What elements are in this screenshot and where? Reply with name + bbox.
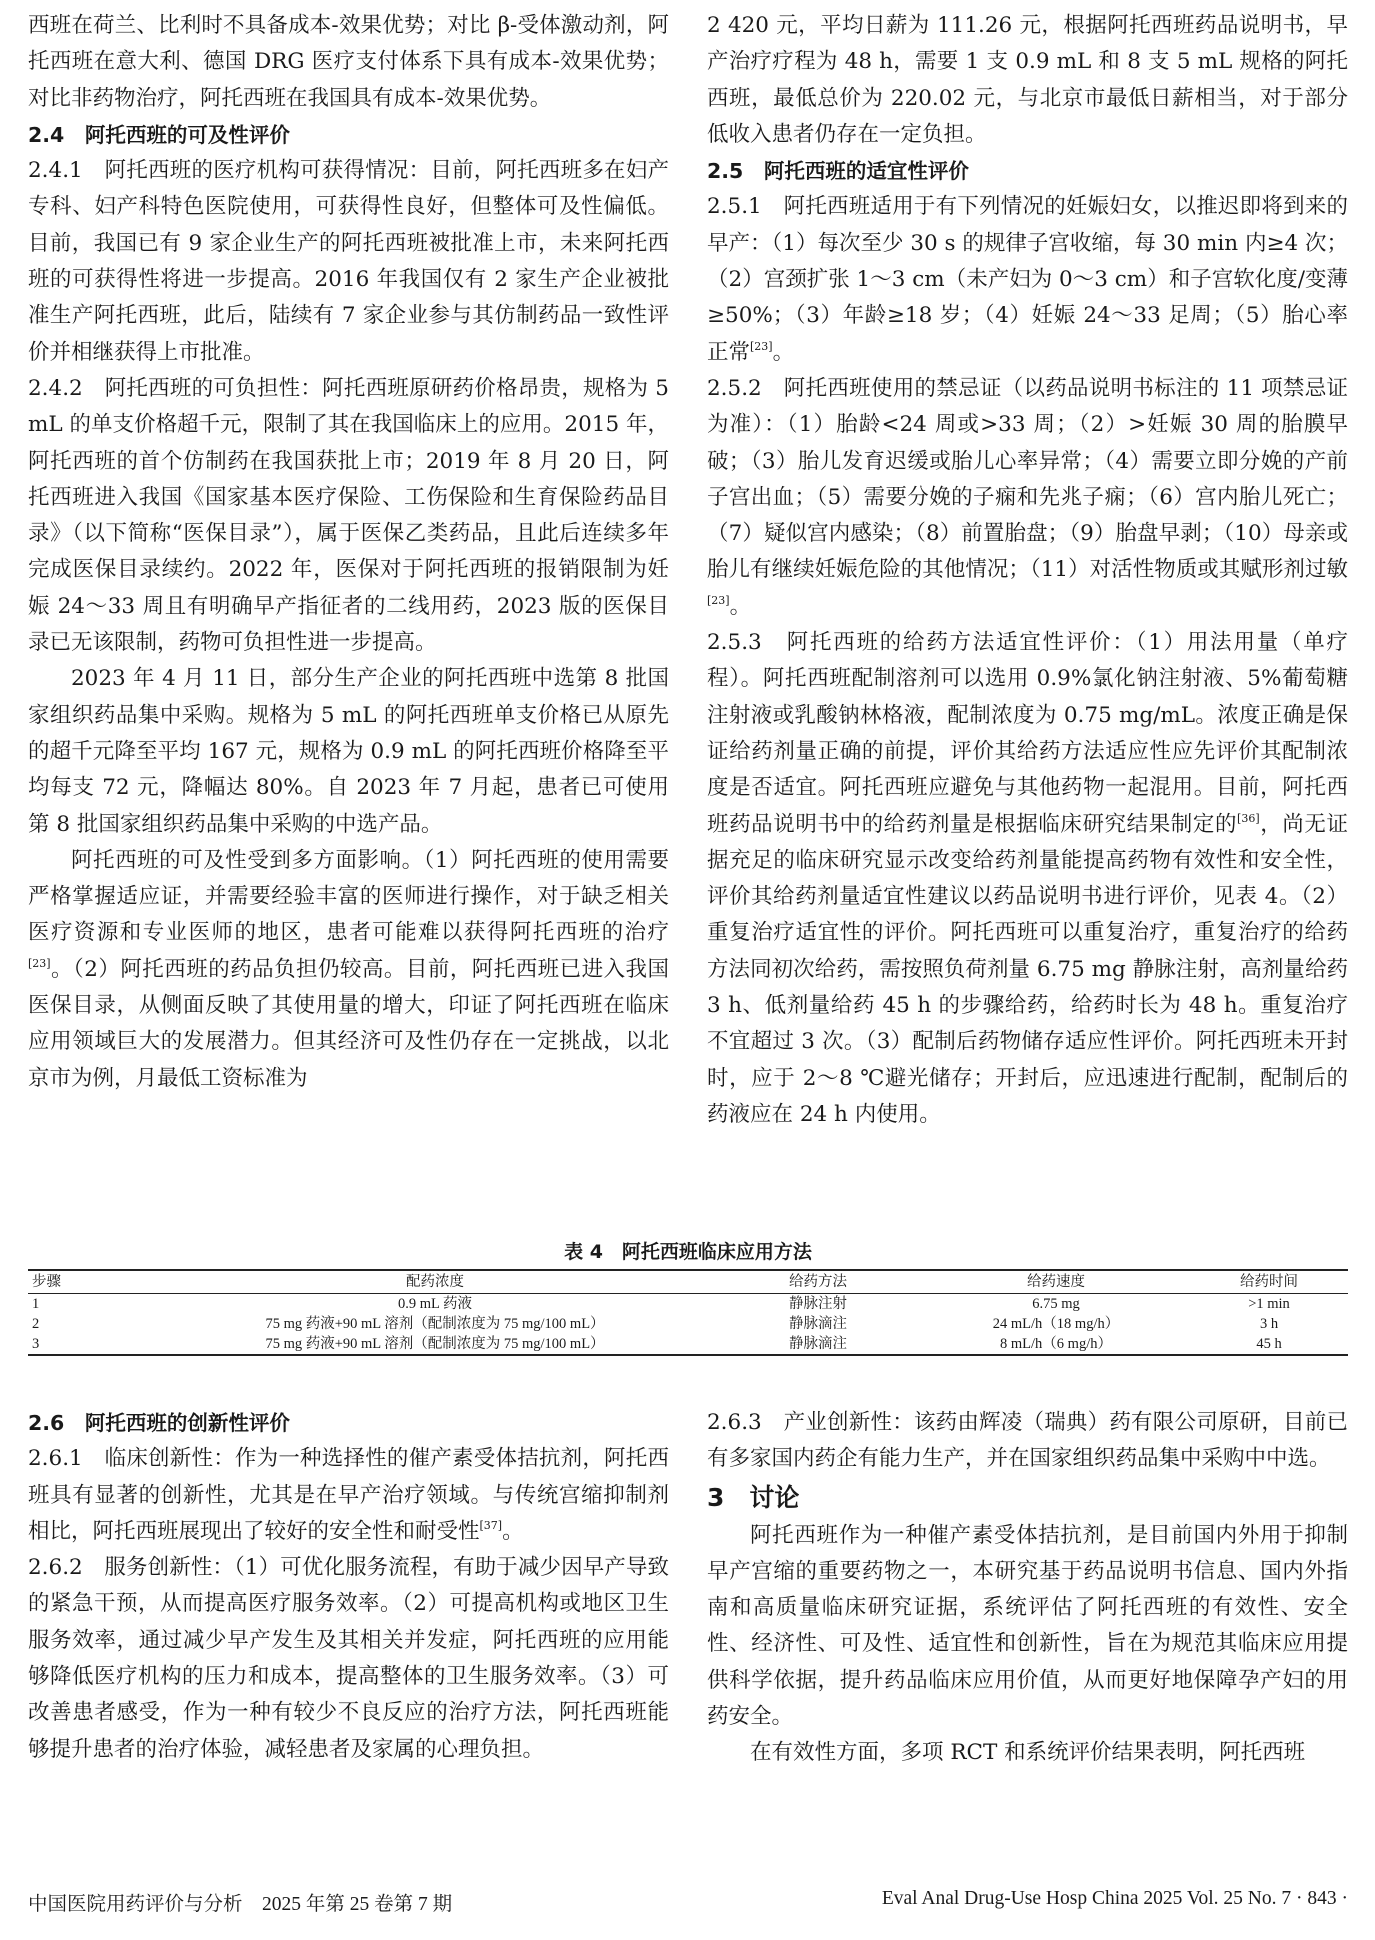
- cell-time: >1 min: [1248, 1296, 1290, 1312]
- bottom-right-column: [707, 1405, 1348, 1772]
- clinical-use-table: [28, 1269, 1348, 1356]
- table-row: [28, 1294, 1348, 1315]
- table-caption: 表 4 阿托西班临床应用方法: [564, 1241, 812, 1263]
- paragraph-2-4-2: 2.4.2 阿托西班的可负担性：阿托西班原研药价格昂贵，规格为 5 mL 的单支价格超千元，限制了其在我国临床上的应用。2015 年，阿托西班的首个仿制药在我国获批上市；2019 年 8 月 20 日，阿托西班进入我国《国家基本医疗保险、工伤保险和生育保险药品目录》（以下简称“医保目录”），属于医保乙类药品，且此后连续多年完成医保目录续约。2022 年，医保对于阿托西班的报销限制为妊娠 24～33 周且有明确早产指征者的二线用药，2023 版的医保目录已无该限制，药物可负担性进一步提高。: [28, 375, 669, 656]
- cell-rate: 8 mL/h（6 mg/h）: [1000, 1336, 1112, 1352]
- header-rate: 给药速度: [1027, 1274, 1085, 1290]
- paragraph-price: 2023 年 4 月 11 日，部分生产企业的阿托西班中选第 8 批国家组织药品集中采购。规格为 5 mL 的阿托西班单支价格已从原先的超千元降至平均 167 元，规格为 0.9 mL 的阿托西班价格降至平均每支 72 元，降幅达 80%。自 2023 年 7 月起，患者已可使用第 8 批国家组织药品集中采购的中选产品。: [28, 666, 669, 837]
- right-column: [707, 8, 1348, 1133]
- paragraph-discussion-2: 在有效性方面，多项 RCT 和系统评价结果表明，阿托西班: [750, 1740, 1306, 1766]
- table-4: [28, 1237, 1348, 1356]
- left-column: [28, 8, 669, 1097]
- cell-rate: 24 mL/h（18 mg/h）: [992, 1316, 1120, 1332]
- footer-journal-cn: 中国医院用药评价与分析 2025 年第 25 卷第 7 期: [28, 1894, 453, 1915]
- header-concentration: 配药浓度: [406, 1274, 464, 1290]
- citation-ref: [36]: [1237, 811, 1260, 825]
- section-heading-2-5: 2.5 阿托西班的适宜性评价: [707, 159, 969, 184]
- citation-ref: [23]: [750, 339, 773, 353]
- page-footer: [28, 1888, 1348, 1918]
- paragraph-accessibility: 阿托西班的可及性受到多方面影响。（1）阿托西班的使用需要严格掌握适应证，并需要经验丰富的医师进行操作，对于缺乏相关医疗资源和专业医师的地区，患者可能难以获得阿托西班的治疗[23]。（2）阿托西班的药品负担仍较高。目前，阿托西班已进入我国医保目录，从侧面反映了其使用量的增大，印证了阿托西班在临床应用领域巨大的发展潜力。但其经济可及性仍存在一定挑战，以北京市为例，月最低工资标准为: [28, 847, 669, 1091]
- bottom-left-column: [28, 1405, 669, 1768]
- paragraph-2-5-1: 2.5.1 阿托西班适用于有下列情况的妊娠妇女，以推迟即将到来的早产：（1）每次至少 30 s 的规律子宫收缩，每 30 min 内≥4 次；（2）宫颈扩张 1～3 cm（未产妇为 0～3 cm）和子宫软化度/变薄≥50%；（3）年龄≥18 岁；（4）妊娠 24～33 足周；（5）胎心率正常[23]。: [707, 194, 1348, 365]
- cell-step: 1: [32, 1296, 40, 1312]
- table-row: [28, 1314, 1348, 1334]
- section-heading-2-6: 2.6 阿托西班的创新性评价: [28, 1411, 290, 1435]
- cell-method: 静脉滴注: [789, 1316, 847, 1332]
- cell-step: 3: [32, 1336, 40, 1352]
- paragraph-2-6-2: 2.6.2 服务创新性：（1）可优化服务流程，有助于减少因早产导致的紧急干预，从而提高医疗服务效率。（2）可提高机构或地区卫生服务效率，通过减少早产发生及其相关并发症，阿托西班的应用能够降低医疗机构的压力和成本，提高整体的卫生服务效率。（3）可改善患者感受，作为一种有较少不良反应的治疗方法，阿托西班能够提升患者的治疗体验，减轻患者及家属的心理负担。: [28, 1555, 669, 1762]
- cell-time: 45 h: [1256, 1336, 1282, 1352]
- paragraph-2-5-3: 2.5.3 阿托西班的给药方法适宜性评价：（1）用法用量（单疗程）。阿托西班配制溶剂可以选用 0.9%氯化钠注射液、5%葡萄糖注射液或乳酸钠林格液，配制浓度为 0.75 mg/mL。浓度正确是保证给药剂量正确的前提，评价其给药方法适应性应先评价其配制浓度是否适宜。阿托西班应避免与其他药物一起混用。目前，阿托西班药品说明书中的给药剂量是根据临床研究结果制定的[36]，尚无证据充足的临床研究显示改变给药剂量能提高药物有效性和安全性，评价其给药剂量适宜性建议以药品说明书进行评价，见表 4。（2）重复治疗适宜性的评价。阿托西班可以重复治疗，重复治疗的给药方法同初次给药，需按照负荷剂量 6.75 mg 静脉注射，高剂量给药 3 h、低剂量给药 45 h 的步骤给药，给药时长为 48 h。重复治疗不宜超过 3 次。（3）配制后药物储存适应性评价。阿托西班未开封时，应于 2～8 ℃避光储存；开封后，应迅速进行配制，配制后的药液应在 24 h 内使用。: [707, 630, 1348, 1127]
- section-heading-2-4: 2.4 阿托西班的可及性评价: [28, 122, 290, 147]
- cell-method: 静脉注射: [789, 1296, 847, 1312]
- paragraph-continued: 西班在荷兰、比利时不具备成本-效果优势；对比 β-受体激动剂，阿托西班在意大利、德国 DRG 医疗支付体系下具有成本-效果优势；对比非药物治疗，阿托西班在我国具有成本-效果优势。: [28, 13, 669, 111]
- header-step: 步骤: [32, 1274, 61, 1290]
- header-method: 给药方法: [789, 1274, 847, 1290]
- header-time: 给药时间: [1240, 1274, 1298, 1290]
- paragraph-discussion-1: 阿托西班作为一种催产素受体拮抗剂，是目前国内外用于抑制早产宫缩的重要药物之一，本研究基于药品说明书信息、国内外指南和高质量临床研究证据，系统评估了阿托西班的有效性、安全性、经济性、可及性、适宜性和创新性，旨在为规范其临床应用提供科学依据，提升药品临床应用价值，从而更好地保障孕产妇的用药安全。: [707, 1522, 1348, 1730]
- citation-ref: [37]: [479, 1518, 503, 1532]
- cell-method: 静脉滴注: [789, 1336, 847, 1352]
- footer-journal-en: Eval Anal Drug-Use Hosp China 2025 Vol. 25 No. 7 · 843 ·: [881, 1888, 1348, 1909]
- cell-step: 2: [32, 1316, 40, 1332]
- paragraph-2-4-1: 2.4.1 阿托西班的医疗机构可获得情况：目前，阿托西班多在妇产专科、妇产科特色医院使用，可获得性良好，但整体可及性偏低。目前，我国已有 9 家企业生产的阿托西班被批准上市，未来阿托西班的可获得性将进一步提高。2016 年我国仅有 2 家生产企业被批准生产阿托西班，此后，陆续有 7 家企业参与其仿制药品一致性评价并相继获得上市批准。: [28, 158, 669, 365]
- cell-time: 3 h: [1259, 1316, 1279, 1332]
- cell-rate: 6.75 mg: [1032, 1296, 1080, 1312]
- paragraph-2-5-2: 2.5.2 阿托西班使用的禁忌证（以药品说明书标注的 11 项禁忌证为准）：（1）胎龄<24 周或>33 周；（2）>妊娠 30 周的胎膜早破；（3）胎儿发育迟缓或胎儿心率异常；（4）需要立即分娩的产前子宫出血；（5）需要分娩的子痫和先兆子痫；（6）宫内胎儿死亡；（7）疑似宫内感染；（8）前置胎盘；（9）胎盘早剥；（10）母亲或胎儿有继续妊娠危险的其他情况；（11）对活性物质或其赋形剂过敏[23]。: [707, 375, 1348, 619]
- table-row: [28, 1334, 1348, 1355]
- table-header-row: [28, 1270, 1348, 1294]
- cell-concentration: 75 mg 药液+90 mL 溶剂（配制浓度为 75 mg/100 mL）: [265, 1336, 605, 1352]
- paragraph-continued-right: 2 420 元，平均日薪为 111.26 元，根据阿托西班药品说明书，早产治疗疗程为 48 h，需要 1 支 0.9 mL 和 8 支 5 mL 规格的阿托西班，最低总价为 220.02 元，与北京市最低日薪相当，对于部分低收入患者仍存在一定负担。: [707, 13, 1348, 147]
- citation-ref: [23]: [28, 956, 51, 970]
- section-heading-3: 3 讨论: [707, 1482, 800, 1512]
- paragraph-2-6-1: 2.6.1 临床创新性：作为一种选择性的催产素受体拮抗剂，阿托西班具有显著的创新性，尤其是在早产治疗领域。与传统宫缩抑制剂相比，阿托西班展现出了较好的安全性和耐受性[37]。: [28, 1446, 669, 1544]
- cell-concentration: 0.9 mL 药液: [398, 1296, 472, 1312]
- cell-concentration: 75 mg 药液+90 mL 溶剂（配制浓度为 75 mg/100 mL）: [265, 1316, 605, 1332]
- paragraph-2-6-3: 2.6.3 产业创新性：该药由辉凌（瑞典）药有限公司原研，目前已有多家国内药企有能力生产，并在国家组织药品集中采购中中选。: [707, 1410, 1348, 1472]
- citation-ref: [23]: [707, 593, 730, 607]
